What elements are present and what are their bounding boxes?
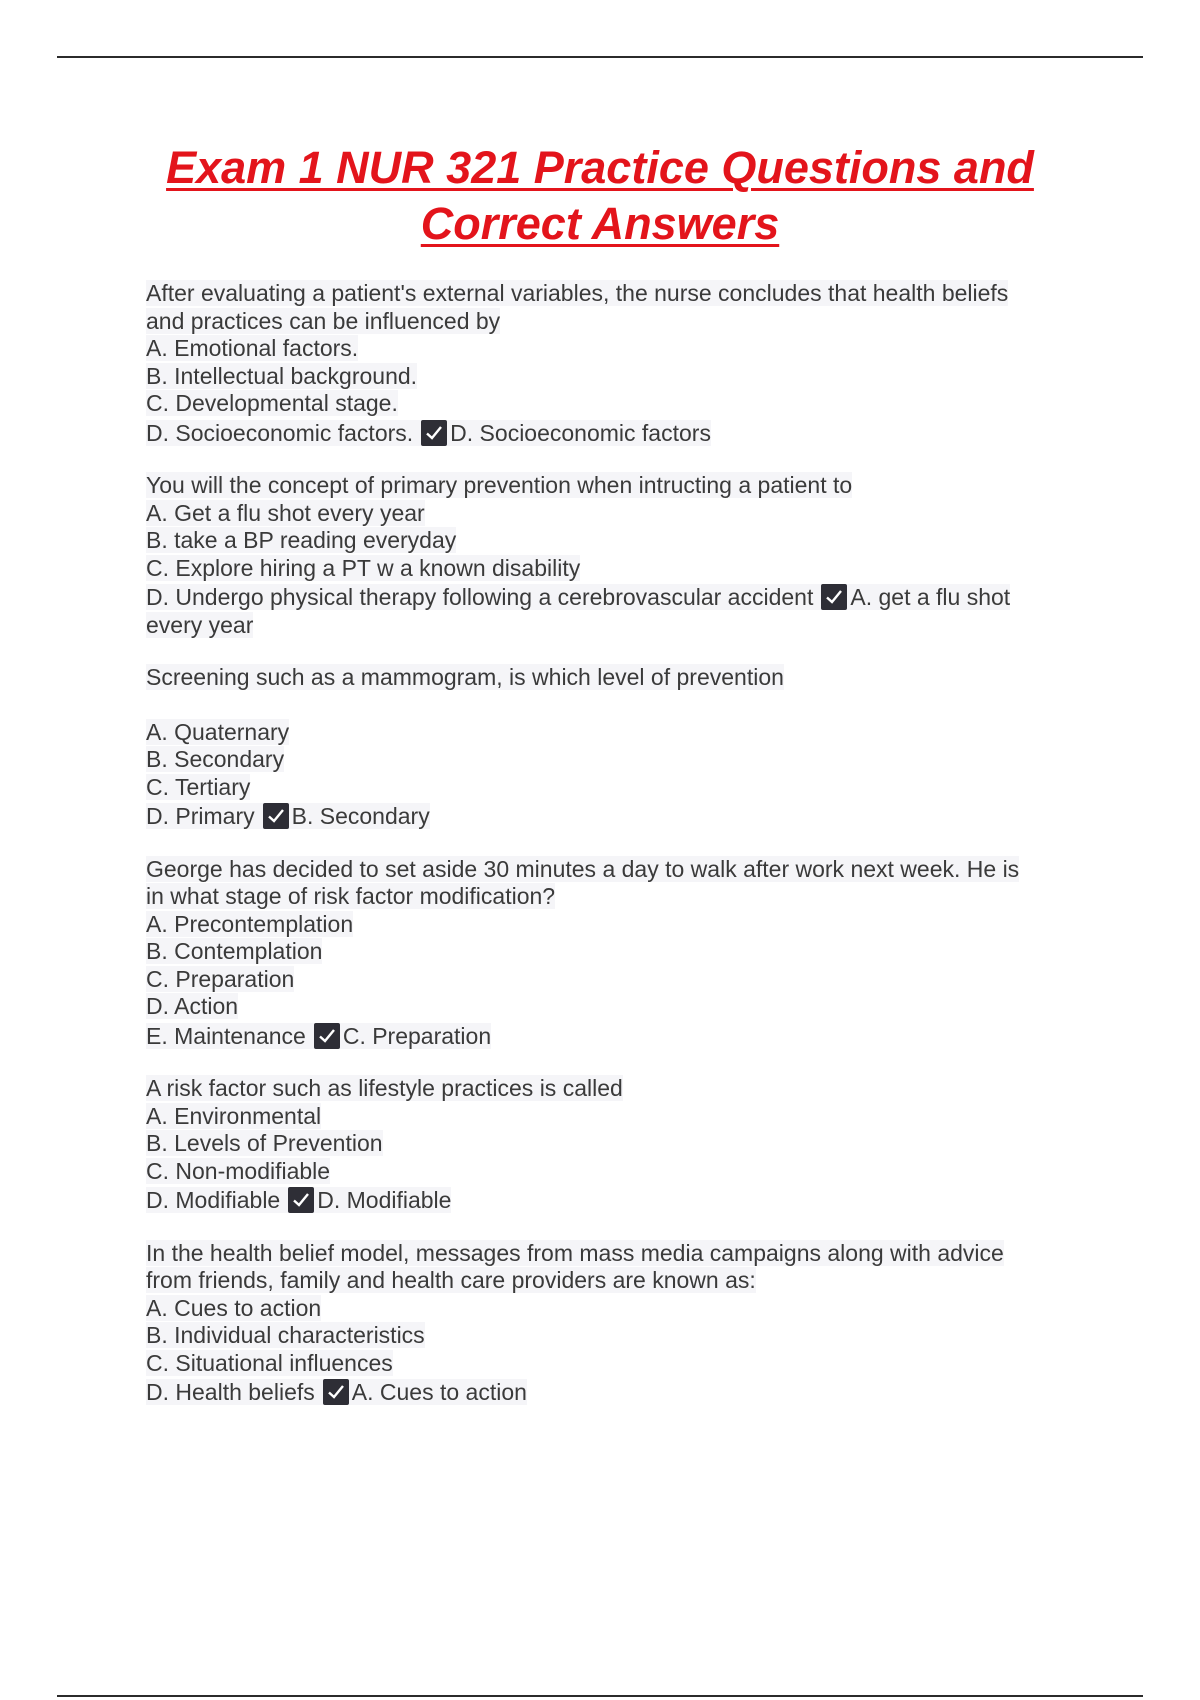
question-text-cont: and practices can be influenced by (146, 307, 501, 334)
correct-answer-cont: every year (146, 611, 254, 638)
title-line-2: Correct Answers (420, 198, 780, 249)
check-box-icon (421, 420, 447, 446)
question-text: In the health belief model, messages from mass media campaigns along with advice (146, 1239, 1004, 1266)
check-box-icon (288, 1187, 314, 1213)
option-c: C. Situational influences (146, 1349, 393, 1376)
question-text-cont: from friends, family and health care providers are known as: (146, 1267, 756, 1293)
correct-answer: D. Socioeconomic factors (450, 419, 711, 446)
correct-answer: A. Cues to action (351, 1379, 527, 1405)
check-box-icon (821, 584, 847, 610)
page-title (0, 140, 1200, 252)
question-text: George has decided to set aside 30 minutes a day to walk after work next week. He is (146, 855, 1020, 882)
option-a: A. Emotional factors. (146, 335, 359, 361)
correct-answer: D. Modifiable (317, 1187, 452, 1213)
option-last: D. Undergo physical therapy following a cerebrovascular accident (146, 584, 814, 610)
question-3 (146, 664, 1086, 831)
option-last: D. Modifiable (146, 1187, 281, 1213)
question-1 (146, 280, 1086, 447)
option-last: D. Socioeconomic factors. (146, 419, 414, 446)
question-text: Screening such as a mammogram, is which level of prevention (146, 664, 784, 690)
option-c: C. Developmental stage. (146, 390, 398, 416)
option-a: A. Precontemplation (146, 910, 354, 937)
question-list (146, 280, 1086, 1432)
check-box-icon (323, 1379, 349, 1405)
correct-answer: A. get a flu shot (850, 584, 1011, 610)
option-a: A. Cues to action (146, 1294, 322, 1321)
top-rule (57, 56, 1143, 58)
option-last: D. Health beliefs (146, 1379, 315, 1405)
option-a: A. Get a flu shot every year (146, 499, 425, 526)
question-text: A risk factor such as lifestyle practices is called (146, 1075, 623, 1101)
correct-answer: C. Preparation (342, 1022, 492, 1049)
option-b: B. Individual characteristics (146, 1322, 425, 1348)
option-c: C. Tertiary (146, 773, 251, 800)
bottom-rule (57, 1695, 1143, 1697)
option-c: C. Preparation (146, 965, 295, 992)
option-b: B. Secondary (146, 746, 285, 772)
option-d: D. Action (146, 993, 239, 1019)
correct-answer: B. Secondary (291, 803, 430, 829)
option-c: C. Explore hiring a PT w a known disability (146, 554, 581, 581)
title-line-1: Exam 1 NUR 321 Practice Questions and (166, 142, 1034, 193)
option-last: E. Maintenance (146, 1022, 306, 1049)
option-a: A. Quaternary (146, 718, 290, 745)
question-text-cont: in what stage of risk factor modification? (146, 883, 556, 909)
option-b: B. Intellectual background. (146, 362, 418, 389)
check-box-icon (314, 1023, 340, 1049)
option-last: D. Primary (146, 803, 255, 829)
option-c: C. Non-modifiable (146, 1157, 331, 1184)
option-a: A. Environmental (146, 1102, 322, 1129)
question-4 (146, 856, 1086, 1051)
check-box-icon (263, 803, 289, 829)
question-6 (146, 1240, 1086, 1407)
question-2 (146, 472, 1086, 639)
option-b: B. Levels of Prevention (146, 1130, 383, 1156)
option-b: B. take a BP reading everyday (146, 527, 457, 553)
question-5 (146, 1075, 1086, 1215)
option-b: B. Contemplation (146, 938, 323, 964)
question-text: You will the concept of primary prevention when intructing a patient to (146, 472, 853, 498)
question-text: After evaluating a patient's external variables, the nurse concludes that health beliefs (146, 280, 1009, 306)
